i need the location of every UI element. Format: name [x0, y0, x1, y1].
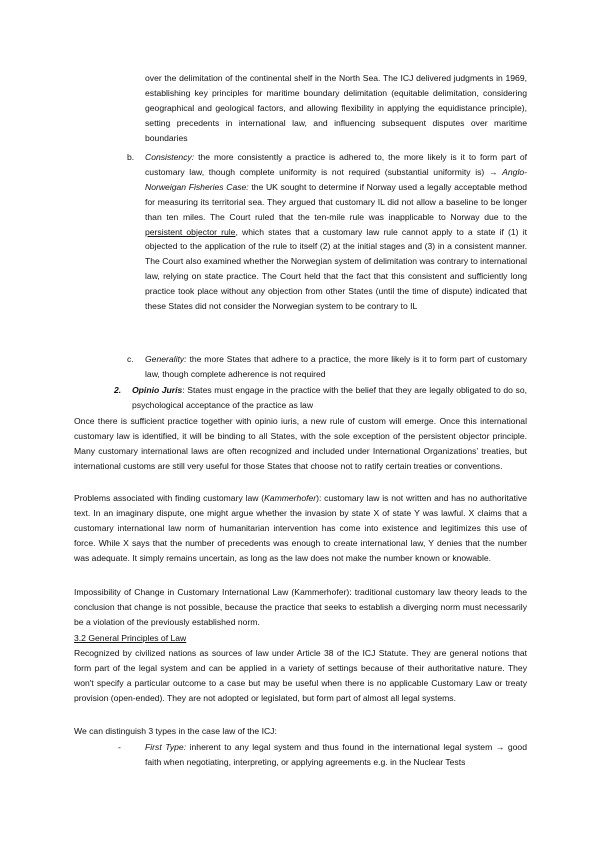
consistency-paragraph [145, 150, 527, 314]
first-type-term: First Type: [145, 742, 187, 752]
generality-paragraph [145, 352, 527, 382]
section-heading: 3.2 General Principles of Law [74, 633, 187, 643]
problems-paragraph [74, 491, 527, 566]
problems-author: Kammerhofer [264, 493, 317, 503]
opinio-juris-term: Opinio Juris [132, 385, 183, 395]
generality-term: Generality: [145, 354, 187, 364]
case-text: the UK sought to determine if Norway used a legally acceptable method for measuring its territorial sea. They argued that customary IL did not allow a baseline to be longer than ten miles. The Court ruled that the ten-mile rule was inapplicable to Norway due to the [145, 181, 528, 222]
list-marker-c: c. [127, 354, 134, 364]
recognized-paragraph: Recognized by civilized nations as sources of law under Article 38 of the ICJ Statute. They are general notions that form part of the legal system and can be applied in a variety of settings because of their authoritative nature. They won't specify a particular outcome to a case but may be useful when there is no applicable Customary Law or treaty provision (open-ended). They are not adopted or legislated, but form part of almost all legal systems. [74, 648, 527, 703]
problems-lead: Problems associated with finding customary law ( [74, 493, 265, 503]
first-type-paragraph [145, 740, 527, 770]
generality-text: the more States that adhere to a practice, the more likely is it to form part of customary law, though complete adherence is not required [145, 354, 527, 379]
problems-text: ): customary law is not written and has no authoritative text. In an imaginary dispute, one might argue whether the invasion by state X of state Y was lawful. X claims that a customary international law norm of humanitarian intervention has come into existence and legitimizes this use of force. While X says that the number of precedents was enough to create international law, Y denies that the number was adequate. It simply remains uncertain, as long as the law does not make the number known or knowable. [74, 493, 527, 563]
consistency-term: Consistency: [145, 152, 195, 162]
first-type-text: inherent to any legal system and thus found in the international legal system → good faith when negotiating, interpreting, or applying agreements e.g. in the Nuclear Tests [145, 742, 527, 767]
arrow-glyph: → [488, 166, 498, 177]
list-marker-2: 2. [114, 385, 122, 395]
impossibility-paragraph: Impossibility of Change in Customary International Law (Kammerhofer): traditional customary law theory leads to the conclusion that change is not possible, because the practice that seeks to establish a diverging norm must necessarily be a violation of the previously established norm. [74, 587, 527, 627]
bullet-dash: - [118, 742, 121, 752]
opinio-juris-text: : States must engage in the practice with the belief that they are legally obligated to do so, psychological acceptance of the practice as law [132, 385, 527, 410]
case-text-continued: , which states that a customary law rule cannot apply to a state if (1) it objected to the application of the rule to itself (2) at the initial stages and (3) in a consistent manner. The Court also examined whether the Norwegian system of delimitation was contrary to international law, relying on state practice. The Court held that the fact that this consistent and sufficiently long practice took place without any objection from other States (until the time of dispute) indicated that these States did not consider the Norwegian system to be contrary to IL [145, 226, 527, 312]
persistent-objector-link[interactable]: persistent objector rule [145, 226, 236, 237]
consistency-text: the more consistently a practice is adhered to, the more likely is it to form part of customary law, though complete uniformity is not required (substantial uniformity is) [145, 152, 527, 177]
opinio-juris-paragraph [132, 383, 527, 413]
list-marker-b: b. [127, 152, 135, 162]
continuation-paragraph: over the delimitation of the continental shelf in the North Sea. The ICJ delivered judgments in 1969, establishing key principles for maritime boundary delimitation (equitable delimitation, considering geographical and geological factors, and allowing flexibility in applying the equidistance principle), setting precedents in international law, and influencing subsequent disputes over maritime boundaries [145, 73, 527, 143]
distinguish-paragraph: We can distinguish 3 types in the case law of the ICJ: [74, 726, 277, 736]
case-name: Anglo-Norweigan Fisheries Case: [145, 166, 528, 192]
once-paragraph: Once there is sufficient practice together with opinio iuris, a new rule of custom will emerge. Once this international customary law is identified, it will be binding to all States, with the sole exception of the persistent objector principle. Many customary international laws are often recognized and included under International Organizations’ treaties, but international customs are still very useful for those States that choose not to ratify certain treaties or conventions. [74, 416, 527, 471]
